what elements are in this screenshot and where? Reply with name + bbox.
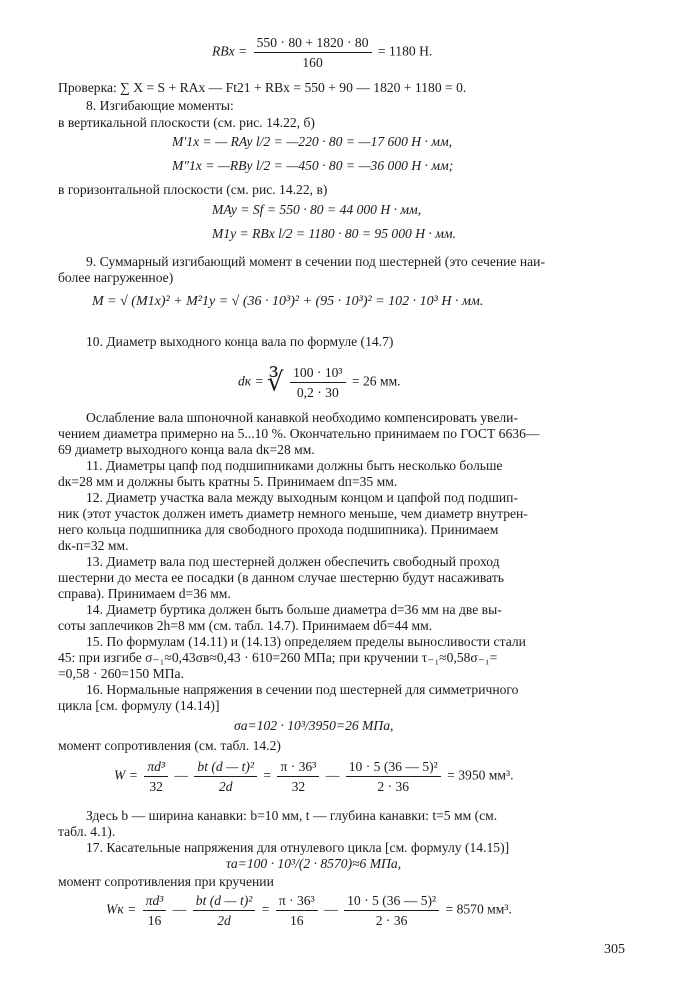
text-line: момент сопротивления при кручении [58, 874, 274, 889]
text-line: ник (этот участок должен иметь диаметр немного меньше, чем диаметр внутрен- [58, 506, 528, 521]
text-line: Ослабление вала шпоночной канавкой необходимо компенсировать увели- [86, 410, 518, 425]
text-line: =0,58 · 260=150 МПа. [58, 666, 184, 681]
text-line: 14. Диаметр буртика должен быть больше диаметра d=36 мм на две вы- [86, 602, 502, 617]
w-frac-1-num: πd³ [144, 758, 168, 777]
text-line: 10. Диаметр выходного конца вала по формуле (14.7) [86, 334, 394, 349]
formula-rbx [212, 34, 432, 71]
wk-result: = 8570 мм³. [445, 901, 512, 917]
text-line: 17. Касательные напряжения для отнулевого цикла [см. формулу (14.15)] [86, 840, 510, 855]
w-frac-1-den: 32 [149, 779, 163, 794]
w-result: = 3950 мм³. [447, 767, 514, 783]
rbx-denominator: 160 [302, 55, 323, 70]
wk-frac-2-den: 2d [217, 913, 231, 928]
text-line: момент сопротивления (см. табл. 14.2) [58, 738, 281, 753]
equals-sign: = [263, 767, 272, 783]
formula-wk [106, 892, 512, 929]
w-frac-2-den: 2d [218, 779, 233, 794]
dk-fraction [290, 364, 345, 401]
wk-frac-2-num: bt (d — t)² [193, 892, 256, 911]
formula-sigma-a: σa=102 · 10³/3950=26 МПа, [234, 718, 394, 733]
text-line: 16. Нормальные напряжения в сечении под шестерней для симметричного [86, 682, 519, 697]
text-line: 15. По формулам (14.11) и (14.13) определяем пределы выносливости стали [86, 634, 526, 649]
wk-lhs: Wк = [106, 901, 137, 917]
minus-sign: — [174, 767, 188, 783]
page-number: 305 [604, 942, 625, 957]
text-line: справа). Принимаем d=36 мм. [58, 586, 231, 601]
dk-lhs: dк = [238, 373, 264, 389]
text-line: соты заплечиков 2h=8 мм (см. табл. 14.7). Принимаем dб=44 мм. [58, 618, 433, 633]
w-frac-3-num: π · 36³ [277, 758, 319, 777]
wk-frac-1-den: 16 [147, 913, 162, 928]
text-line: 11. Диаметры цапф под подшипниками должны быть несколько больше [86, 458, 503, 473]
rbx-lhs: RBx = [212, 43, 248, 59]
wk-frac-2 [193, 892, 256, 929]
formula-line: M″1x = —RBy l/2 = —450 · 80 = —36 000 Н · мм; [172, 158, 454, 173]
w-frac-4-num: 10 · 5 (36 — 5)² [346, 758, 441, 777]
text-line: 8. Изгибающие моменты: [86, 98, 234, 113]
wk-frac-1 [143, 892, 167, 929]
w-frac-2 [194, 758, 257, 795]
text-line: цикла [см. формулу (14.14)] [58, 698, 220, 713]
minus-sign: — [324, 901, 338, 917]
w-frac-3 [277, 758, 319, 795]
w-frac-1 [144, 758, 168, 795]
text-line: него кольца подшипника для свободного прохода подшипника). Принимаем [58, 522, 499, 537]
text-line: более нагруженное) [58, 270, 174, 285]
formula-line: M′1x = — RAy l/2 = —220 · 80 = —17 600 Н · мм, [172, 134, 453, 149]
formula-line: M1y = RBx l/2 = 1180 · 80 = 95 000 Н · мм. [212, 226, 456, 241]
wk-frac-4 [344, 892, 439, 929]
wk-frac-1-num: πd³ [143, 892, 167, 911]
equals-sign: = [261, 901, 270, 917]
text-line: dк=28 мм и должны быть кратны 5. Принимаем dп=35 мм. [58, 474, 398, 489]
formula-dk [238, 364, 401, 401]
minus-sign: — [172, 901, 187, 917]
w-lhs: W = [114, 767, 138, 783]
text-line: 69 диаметр выходного конца вала dк=28 мм. [58, 442, 315, 457]
text-line: в горизонтальной плоскости (см. рис. 14.22, в) [58, 182, 328, 197]
text-line: 13. Диаметр вала под шестерней должен обеспечить свободный проход [86, 554, 500, 569]
wk-frac-3 [276, 892, 318, 929]
rbx-numerator: 550 · 80 + 1820 · 80 [254, 34, 372, 53]
text-line: 12. Диаметр участка вала между выходным концом и цапфой под подшип- [86, 490, 518, 505]
text-line: Здесь b — ширина канавки: b=10 мм, t — глубина канавки: t=5 мм (см. [86, 808, 498, 823]
text-line: чением диаметра примерно на 5...10 %. Окончательно принимаем по ГОСТ 6636— [58, 426, 540, 441]
text-line: dк-п=32 мм. [58, 538, 129, 553]
formula-tau-a: τa=100 · 10³/(2 · 8570)≈6 МПа, [226, 856, 402, 871]
dk-numerator: 100 · 10³ [290, 364, 345, 383]
w-frac-4 [346, 758, 441, 795]
dk-result: = 26 мм. [351, 373, 401, 389]
text-line: 9. Суммарный изгибающий момент в сечении под шестерней (это сечение наи- [86, 254, 545, 269]
rbx-fraction [254, 34, 372, 71]
wk-frac-4-den: 2 · 36 [375, 913, 408, 928]
text-line: табл. 4.1). [58, 824, 116, 839]
rbx-result: = 1180 Н. [377, 43, 433, 59]
text-line: 45: при изгибе σ₋₁≈0,43σв≈0,43 · 610=260 МПа; при кручении τ₋₁≈0,58σ₋₁= [58, 650, 498, 665]
formula-w [114, 758, 514, 795]
cube-root-icon: ∛ [267, 367, 284, 397]
formula-line: MAy = Sf = 550 · 80 = 44 000 Н · мм, [212, 202, 422, 217]
wk-frac-3-den: 16 [289, 913, 304, 928]
text-line: в вертикальной плоскости (см. рис. 14.22, б) [58, 115, 315, 130]
check-line: Проверка: ∑ X = S + RAx — Ft21 + RBx = 550 + 90 — 1820 + 1180 = 0. [58, 80, 467, 95]
w-frac-4-den: 2 · 36 [377, 779, 410, 794]
w-frac-2-num: bt (d — t)² [194, 758, 257, 777]
wk-frac-4-num: 10 · 5 (36 — 5)² [344, 892, 439, 911]
minus-sign: — [325, 767, 340, 783]
text-line: шестерни до места ее посадки (в данном случае шестерню будут насаживать [58, 570, 504, 585]
w-frac-3-den: 32 [291, 779, 306, 794]
formula-m-total: M = √ (M1x)² + M²1y = √ (36 · 10³)² + (95 · 10³)² = 102 · 10³ Н · мм. [92, 294, 484, 309]
wk-frac-3-num: π · 36³ [276, 892, 318, 911]
dk-denominator: 0,2 · 30 [296, 385, 339, 400]
